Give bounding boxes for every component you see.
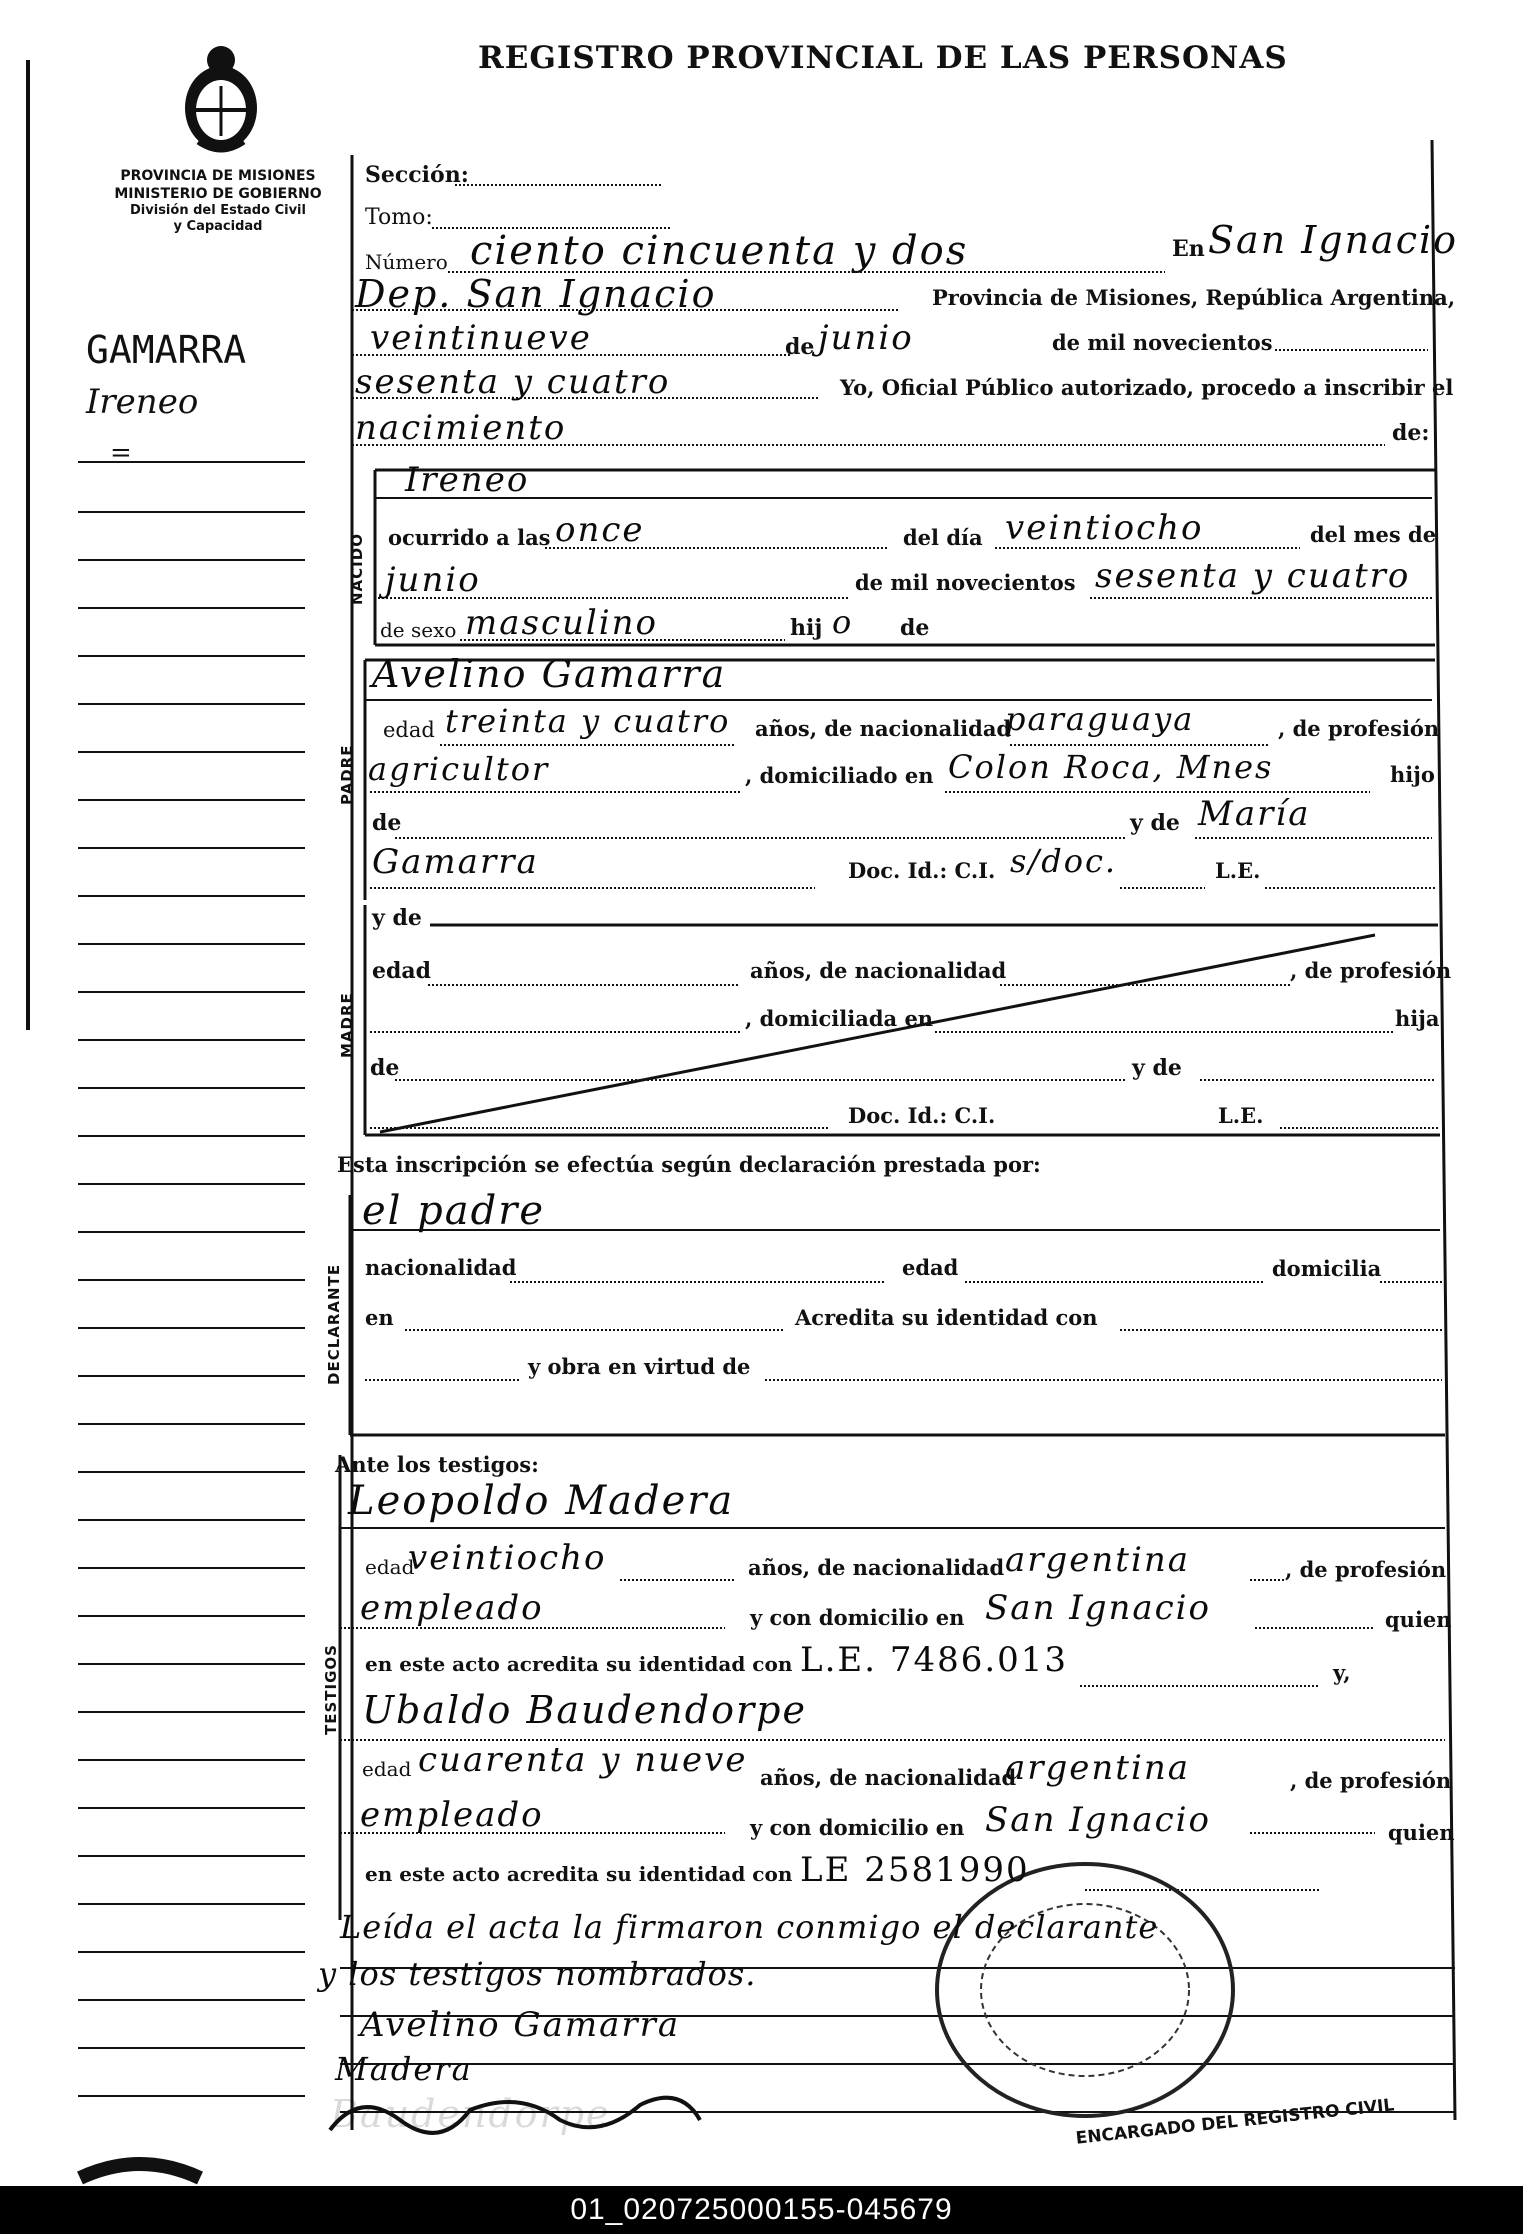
margin-mark: =: [110, 438, 132, 468]
signature-2: Madera: [335, 2050, 473, 2088]
witness2-prof-label: , de profesión: [1290, 1768, 1452, 1793]
witness2-acredita-label: en este acto acredita su identidad con: [365, 1862, 793, 1886]
witness1-dom-label: y con domicilio en: [750, 1605, 965, 1630]
month-value: junio: [818, 318, 914, 358]
padre-de-label: de: [372, 810, 402, 836]
witness2-nac: argentina: [1005, 1748, 1191, 1788]
office-line-3: División del Estado Civil: [130, 203, 306, 218]
witness2-dom: San Ignacio: [985, 1800, 1212, 1840]
numero-label: Número: [365, 250, 448, 274]
birth-year-value: sesenta y cuatro: [1095, 556, 1411, 596]
official-stamp: [937, 1864, 1233, 2116]
office-line-1: PROVINCIA DE MISIONES: [120, 168, 316, 184]
closing-line-2: y los testigos nombrados.: [318, 1955, 757, 1993]
del-mes-label: del mes de: [1310, 522, 1437, 547]
numero-value: ciento cincuenta y dos: [470, 228, 969, 274]
department-value: Dep. San Ignacio: [355, 272, 717, 316]
day-value: veintinueve: [370, 318, 592, 358]
hijo-label: hij: [790, 615, 823, 641]
madre-edad-label: edad: [372, 958, 432, 984]
document-title: REGISTRO PROVINCIAL DE LAS PERSONAS: [478, 40, 1288, 76]
stamp-text: ENCARGADO DEL REGISTRO CIVIL: [1074, 2095, 1396, 2149]
nacido-de-label: de: [900, 615, 930, 641]
signature-3: Baudendorpe: [330, 2092, 611, 2136]
year-value: sesenta y cuatro: [355, 362, 671, 402]
witness2-name: Ubaldo Baudendorpe: [362, 1688, 807, 1732]
year-label: de mil novecientos: [1052, 330, 1273, 355]
witness1-doc: L.E. 7486.013: [800, 1640, 1069, 1680]
padre-nac-value: paraguaya: [1005, 700, 1195, 738]
madre-de-label: de: [370, 1055, 400, 1081]
padre-edad-value: treinta y cuatro: [445, 702, 731, 740]
en-label: En: [1172, 236, 1205, 262]
nacido-name: Ireneo: [405, 460, 530, 500]
witness1-prof: empleado: [360, 1588, 544, 1628]
testigos-side-label: TESTIGOS: [322, 1644, 340, 1735]
witness1-edad: veintiocho: [408, 1538, 607, 1578]
declarante-edad-label: edad: [902, 1255, 959, 1280]
padre-prof-label: , de profesión: [1278, 716, 1440, 741]
document-id-footer: 01_020725000155-045679: [0, 2186, 1523, 2234]
birth-year-label: de mil novecientos: [855, 570, 1076, 595]
witness1-nac: argentina: [1005, 1540, 1191, 1580]
padre-hijo-label: hijo: [1390, 762, 1435, 787]
declarante-name: el padre: [362, 1188, 546, 1234]
witness1-edad-label: edad: [365, 1555, 415, 1579]
office-line-4: y Capacidad: [173, 219, 263, 235]
madre-nac-label: años, de nacionalidad: [750, 958, 1007, 983]
padre-le-label: L.E.: [1215, 858, 1261, 883]
de-label: de: [785, 334, 815, 360]
witness2-edad: cuarenta y nueve: [418, 1740, 748, 1780]
declaration-intro: Esta inscripción se efectúa según declaración prestada por:: [337, 1152, 1041, 1177]
nacido-side-label: NACIDO: [348, 533, 366, 605]
madre-doc-label: Doc. Id.: C.I.: [848, 1103, 996, 1128]
declarante-virtud-label: y obra en virtud de: [528, 1354, 751, 1379]
padre-side-label: PADRE: [338, 744, 356, 805]
padre-doc-label: Doc. Id.: C.I.: [848, 858, 996, 883]
declarante-dom-label: domicilia: [1272, 1256, 1382, 1281]
tomo-label: Tomo:: [365, 205, 433, 230]
padre-name: Avelino Gamarra: [372, 652, 727, 696]
madre-y-de2-label: y de: [1132, 1055, 1182, 1081]
margin-surname: GAMARRA: [86, 328, 247, 372]
officer-text: Yo, Oficial Público autorizado, procedo a inscribir el: [840, 375, 1454, 400]
place-value: San Ignacio: [1208, 218, 1459, 262]
witness2-quien: quien: [1388, 1820, 1455, 1845]
padre-y-de-label: y de: [1130, 810, 1180, 836]
hour-value: once: [555, 510, 645, 550]
office-line-2: MINISTERIO DE GOBIERNO: [114, 185, 322, 202]
madre-hija-label: hija: [1395, 1006, 1440, 1031]
de-colon: de:: [1392, 420, 1430, 446]
witness1-acredita-label: en este acto acredita su identidad con: [365, 1652, 793, 1676]
padre-prof-value: agricultor: [368, 750, 550, 788]
seccion-label: Sección:: [365, 162, 469, 188]
padre-surname-value: Gamarra: [372, 842, 539, 882]
padre-mother-value: María: [1198, 794, 1311, 834]
witness1-name: Leopoldo Madera: [348, 1478, 735, 1524]
act-value: nacimiento: [355, 408, 567, 448]
padre-dom-label: , domiciliado en: [745, 763, 934, 788]
madre-le-label: L.E.: [1218, 1103, 1264, 1128]
testigos-intro: Ante los testigos:: [335, 1452, 539, 1477]
province-text: Provincia de Misiones, República Argentina,: [932, 285, 1456, 310]
witness2-dom-label: y con domicilio en: [750, 1815, 965, 1840]
padre-doc-value: s/doc.: [1010, 842, 1118, 880]
declarante-nac-label: nacionalidad: [365, 1255, 517, 1280]
padre-nac-label: años, de nacionalidad: [755, 716, 1012, 741]
declarante-acredita-label: Acredita su identidad con: [795, 1305, 1098, 1330]
madre-prof-label: , de profesión: [1290, 958, 1452, 983]
padre-dom-value: Colon Roca, Mnes: [948, 748, 1274, 786]
declarante-side-label: DECLARANTE: [325, 1263, 343, 1385]
closing-line-1: Leída el acta la firmaron conmigo el declarante: [340, 1908, 1159, 1946]
madre-dom-label: , domiciliada en: [745, 1006, 934, 1031]
declarante-en-label: en: [365, 1305, 394, 1330]
birth-day-value: veintiocho: [1005, 508, 1204, 548]
madre-side-label: MADRE: [338, 992, 356, 1058]
witness2-prof: empleado: [360, 1795, 544, 1835]
sexo-label: de sexo: [380, 618, 457, 642]
padre-edad-label: edad: [383, 718, 435, 742]
signature-1: Avelino Gamarra: [360, 2005, 681, 2045]
hijo-value: o: [832, 603, 854, 641]
witness1-dom: San Ignacio: [985, 1588, 1212, 1628]
witness1-quien: quien: [1385, 1607, 1452, 1632]
del-dia-label: del día: [903, 525, 983, 550]
madre-y-de-label: y de: [372, 905, 422, 931]
witness1-prof-label: , de profesión: [1285, 1557, 1447, 1582]
witness1-y: y,: [1333, 1660, 1351, 1685]
sexo-value: masculino: [465, 603, 659, 643]
birth-month-value: junio: [385, 560, 481, 600]
witness2-nac-label: años, de nacionalidad: [760, 1765, 1017, 1790]
witness2-edad-label: edad: [362, 1757, 412, 1781]
margin-given-name: Ireneo: [86, 382, 199, 422]
ocurrido-label: ocurrido a las: [388, 525, 551, 550]
witness1-nac-label: años, de nacionalidad: [748, 1555, 1005, 1580]
witness2-doc: LE 2581990: [800, 1850, 1030, 1890]
